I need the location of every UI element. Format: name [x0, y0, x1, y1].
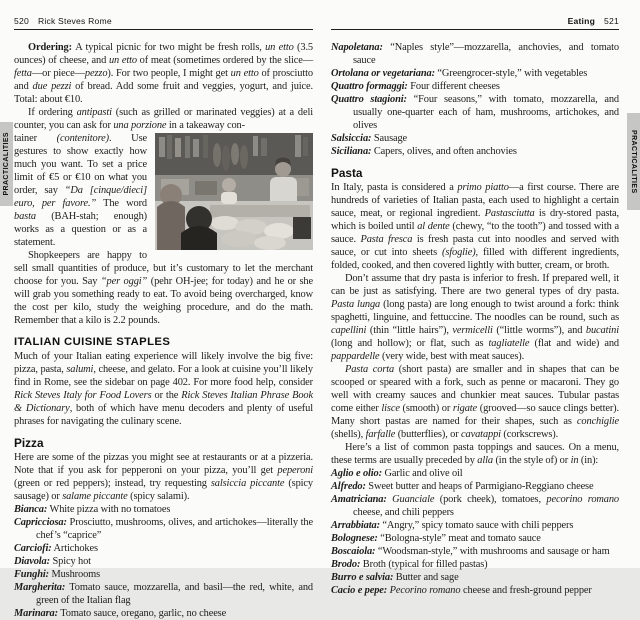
list-item: Marinara: Tomato sauce, oregano, garlic, no cheese: [14, 608, 227, 619]
practicalities-tab-left: [0, 122, 13, 206]
book-title: Rick Steves Rome: [37, 16, 112, 26]
list-item: Siciliana: Capers, olives, and often anchovies: [331, 146, 517, 157]
paragraph-shopkeepers: Shopkeepers are happy to sell small quantities of produce, but it’s customary to let the merchant choose for you. Say “per oggi” (pehr OH-jee; for today) and he or she will grab you something ready to eat. To avoid being overcharged, know the cost per kilo, study the weighing procedure, and do the math. Remember that a kilo is 2.2 pounds.: [14, 250, 314, 326]
list-item: Bianca: White pizza with no tomatoes: [14, 504, 171, 515]
pizza-list-right: [331, 41, 619, 158]
list-item: Amatriciana: Guanciale (pork cheek), tomatoes, pecorino romano cheese, and chili peppers: [331, 494, 620, 518]
page-number: 520: [14, 16, 29, 26]
paragraph-antipasti-lead: If ordering antipasti (such as grilled or marinated veggies) at a deli counter, you can ask for una porzione in a takeaway con-: [14, 107, 313, 131]
paragraph-antipasti-wrap: tainer (contenitore). Use gestures to show exactly how much you want. To set a price limit of €5 or €10 on what you order, say “Da [cinque/dieci] euro, per favore.” The word basta (BAH-stah; enough) works as a question or as a statement.: [14, 133, 147, 248]
page-right-body: [331, 41, 619, 597]
page-number: 521: [604, 16, 619, 26]
section-heading-italian-cuisine-staples: ITALIAN CUISINE STAPLES: [14, 336, 171, 348]
list-item: Cacio e pepe: Pecorino romano cheese and fresh-ground pepper: [331, 585, 592, 596]
list-item: Boscaiola: “Woodsman-style,” with mushrooms and sausage or ham: [331, 546, 610, 557]
list-item: Quattro stagioni: “Four seasons,” with tomato, mozzarella, and usually one-quarter each of ham, mushrooms, artichokes, and olives: [331, 94, 620, 131]
page-left-body: [14, 41, 313, 620]
page-header-left: [14, 16, 313, 30]
list-item: Bolognese: “Bologna-style” meat and tomato sauce: [331, 533, 541, 544]
subsection-heading-pizza: Pizza: [14, 436, 44, 450]
list-item: Capricciosa: Prosciutto, mushrooms, olives, and artichokes—literally the chef’s “caprice”: [14, 517, 313, 541]
subsection-heading-pasta: Pasta: [331, 166, 363, 180]
paragraph-pasta-4: Here’s a list of common pasta toppings and sauces. On a menu, these terms are usually preceded by alla (in the style of) or in (in):: [331, 442, 619, 466]
paragraph-pasta-3: Pasta corta (short pasta) are smaller and in shapes that can be scooped or speared with a fork, such as penne or macaroni. They go well with creamy sauces and chunkier meat sauces. Tubular pastas come either lisce (smooth) or rigate (grooved—so sauce clings better). Many short pastas are named for their shapes, such as conchiglie (shells), farfalle (butterflies), or cavatappi (corkscrews).: [331, 364, 619, 440]
paragraph-pasta-1: In Italy, pasta is considered a primo piatto—a first course. There are hundreds of varieties of Italian pasta, each used to highlight a certain sauce, meat, or regional ingredient. Pastasciutta is dry-stored pasta, which is boiled until al dente (chewy, “to the tooth”) and tossed with a sauce. Pasta fresca is fresh pasta cut into noodles and served with sauce, or cut into sheets (sfoglie), filled with different ingredients, folded, cooked, and then covered lightly with butter, cream, or broth.: [331, 182, 620, 271]
paragraph-cuisine-intro: Much of your Italian eating experience will likely involve the big five: pizza, pasta, salumi, cheese, and gelato. For a look at cuisine you’ll likely find in Rome, see the sidebar on page 402. For more food help, consider Rick Steves Italy for Food Lovers or the Rick Steves Italian Phrase Book & Dictionary, both of which have menu decoders and plenty of useful phrases for navigating the culinary scene.: [14, 351, 313, 427]
list-item: Alfredo: Sweet butter and heaps of Parmigiano-Reggiano cheese: [331, 481, 594, 492]
practicalities-tab-label: PRACTICALITIES: [630, 129, 637, 194]
list-item: Diavola: Spicy hot: [14, 556, 91, 567]
pasta-sauce-list: [331, 467, 619, 597]
paragraph-pizza-intro: Here are some of the pizzas you might see at restaurants or at a pizzeria. Note that if you ask for pepperoni on your pizza, you’ll get peperoni (green or red peppers); instead, try requesting salsiccia piccante (spicy sausage) or salame piccante (spicy salami).: [14, 452, 314, 502]
list-item: Margherita: Tomato sauce, mozzarella, and basil—the red, white, and green of the Italian flag: [14, 582, 313, 606]
list-item: Aglio e olio: Garlic and olive oil: [331, 468, 463, 479]
list-item: Quattro formaggi: Four different cheeses: [331, 81, 500, 92]
page-right: [331, 16, 619, 597]
list-item: Salsiccia: Sausage: [331, 133, 408, 144]
deli-counter-photo: [155, 133, 313, 250]
list-item: Burro e salvia: Butter and sage: [331, 572, 459, 583]
list-item: Carciofi: Artichokes: [14, 543, 98, 554]
list-item: Funghi: Mushrooms: [14, 569, 101, 580]
chapter-title: Eating: [567, 16, 596, 26]
practicalities-tab-right: [627, 113, 640, 210]
list-item: Arrabbiata: “Angry,” spicy tomato sauce with chili peppers: [331, 520, 574, 531]
page-left: [14, 16, 313, 620]
practicalities-tab-label: PRACTICALITIES: [3, 132, 10, 196]
photo-text-flow: [14, 132, 313, 327]
pizza-list-left: [14, 503, 313, 620]
paragraph-ordering: Ordering: A typical picnic for two might be fresh rolls, un etto (3.5 ounces) of cheese, and un etto of meat (sometimes ordered by the slice—fetta—or piece—pezzo). For two people, I might get un etto of prosciutto and due pezzi of bread. Add some fruit and veggies, yogurt, and juice. Total: about €10.: [14, 42, 314, 105]
page-header-right: [331, 16, 619, 30]
list-item: Napoletana: “Naples style”—mozzarella, anchovies, and tomato sauce: [331, 42, 619, 66]
paragraph-pasta-2: Don’t assume that dry pasta is inferior to fresh. If prepared well, it can be just as satisfying. There are two general types of dry pasta. Pasta lunga (long pasta) are long enough to twist around a fork: think spaghetti, linguine, and fettuccine. The noodles can be round, such as capellini (thin “little hairs”), vermicelli (“little worms”), and bucatini (long and hollow); or flat, such as tagliatelle (flat and wide) and pappardelle (very wide, best with meat sauces).: [331, 273, 619, 362]
list-item: Brodo: Broth (typical for filled pastas): [331, 559, 488, 570]
list-item: Ortolana or vegetariana: “Greengrocer-style,” with vegetables: [331, 68, 588, 79]
